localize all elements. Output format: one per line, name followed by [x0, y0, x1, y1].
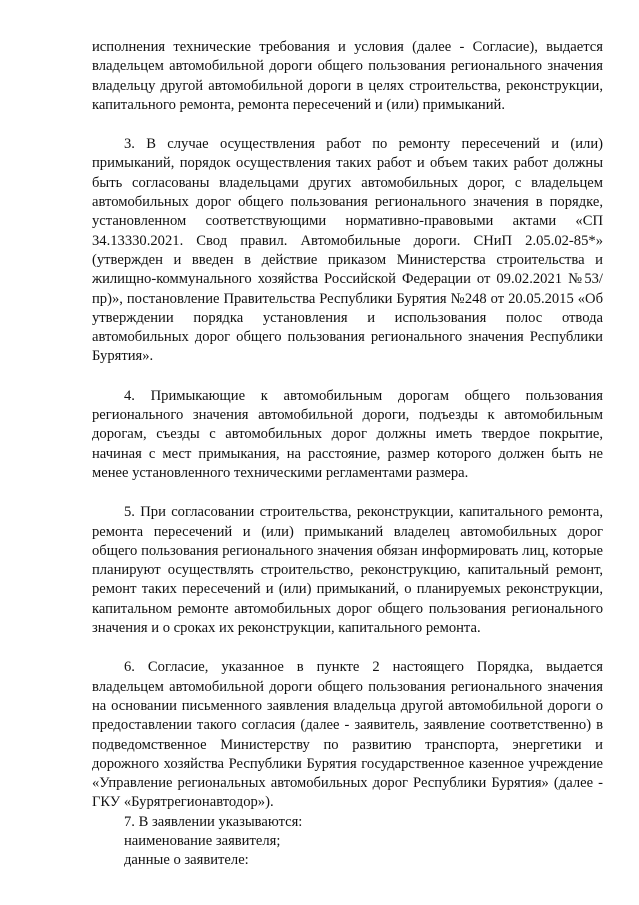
paragraph-7: 7. В заявлении указываются: [124, 813, 303, 830]
paragraph-4: 4. Примыкающие к автомобильным дорогам общего пользования регионального значения автомобильной дороги, подъезды к автомобильным дорогам, съезды с автомобильных дорог должны иметь твердое покрытие, начиная с мест примыкания, на расстояние, размер которого должен быть не менее установленного техническими регламентами размера. [92, 387, 603, 481]
list-item-applicant-name: наименование заявителя; [124, 832, 281, 849]
paragraph-5: 5. При согласовании строительства, реконструкции, капитального ремонта, ремонта пересечений и (или) примыканий владелец автомобильных дорог общего пользования регионального значения обязан информировать лиц, которые планируют осуществлять строительство, реконструкцию, капитальный ремонт, ремонт таких пересечений и (или) примыканий, о планируемых реконструкции, капитальном ремонте автомобильных дорог общего пользования регионального значения и о сроках их реконструкции, капитального ремонта. [92, 504, 603, 637]
paragraph-3: 3. В случае осуществления работ по ремонту пересечений и (или) примыканий, порядок осуществления таких работ и объем таких работ должны быть согласованы владельцами других автомобильных дорог, с владельцем автомобильных дорог общего пользования регионального значения в порядке, установленном соответствующими нормативно-правовыми актами «СП 34.13330.2021. Свод правил. Автомобильные дороги. СНиП 2.05.02-85*» (утвержден и введен в действие приказом Министерства строительства и жилищно-коммунального хозяйства Российской Федерации от 09.02.2021 №53/пр)», постановление Правительства Республики Бурятия №248 от 20.05.2015 «Об утверждении порядка установления и использования полос отвода автомобильных дорог общего пользования регионального значения Республики Бурятия». [92, 136, 603, 365]
paragraph-continuation: исполнения технические требования и условия (далее - Согласие), выдается владельцем автомобильной дороги общего пользования регионального значения владельцу другой автомобильной дороги в целях строительства, реконструкции, капитального ремонта, ремонта пересечений и (или) примыканий. [92, 39, 603, 113]
list-item-applicant-data: данные о заявителе: [124, 852, 249, 869]
paragraph-6: 6. Согласие, указанное в пункте 2 настоящего Порядка, выдается владельцем автомобильной дороги общего пользования регионального значения на основании письменного заявления владельца другой автомобильной дороги о предоставлении такого согласия (далее - заявитель, заявление соответственно) в подведомственное Министерству по развитию транспорта, энергетики и дорожного хозяйства Республики Бурятия государственное казенное учреждение «Управление региональных автомобильных дорог Республики Бурятия» (далее - ГКУ «Бурятрегионавтодор»). [92, 659, 603, 811]
